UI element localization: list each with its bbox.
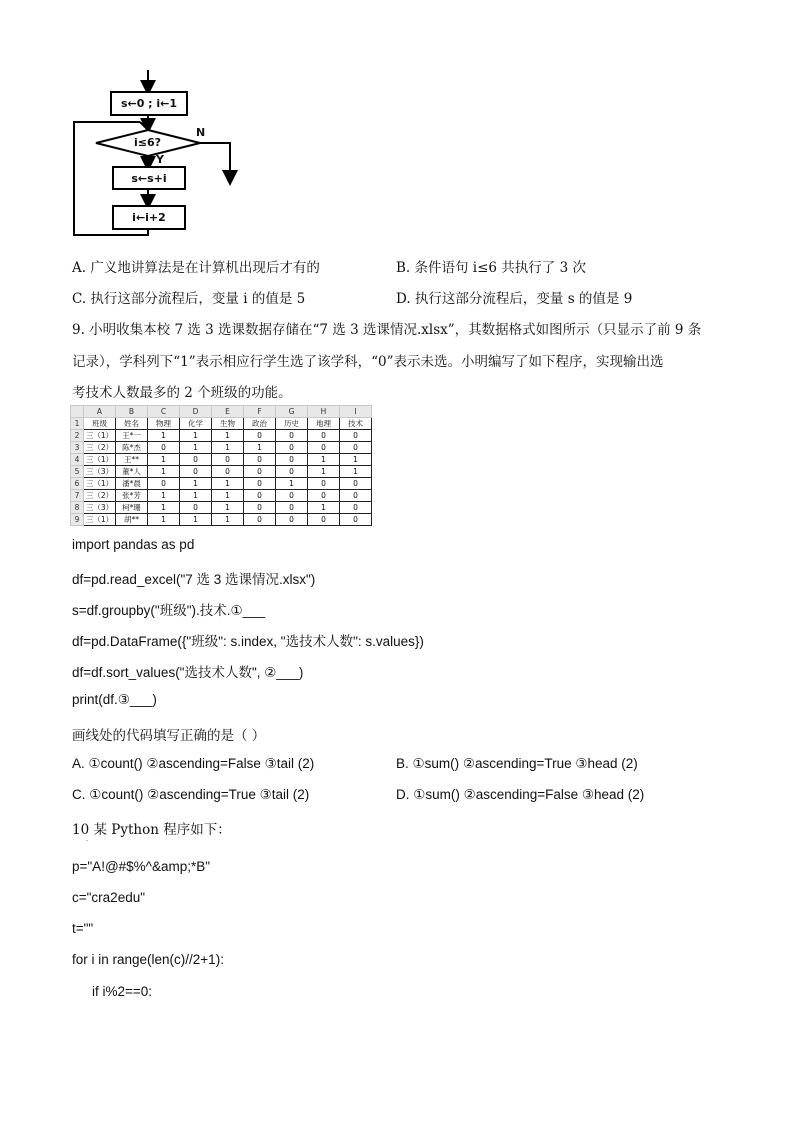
sheet-cell: 三（3） [84,466,116,478]
q9-option-d: D. ①sum() ②ascending=False ③head (2) [396,787,645,802]
sheet-cell: 三（1） [84,454,116,466]
code-line-5: df=df.sort_values("选技术人数", ②___) [72,665,304,680]
sheet-cell: 0 [244,502,276,514]
sheet-cell: 陈*杰 [116,442,148,454]
sheet-cell: 1 [212,502,244,514]
q9-text-line-1: 9. 小明收集本校 7 选 3 选课数据存储在“7 选 3 选课情况.xlsx”，其数据格式如图所示（只显示了前 9 条 [72,322,702,338]
sheet-cell: 董*人 [116,466,148,478]
spreadsheet-table [70,405,372,526]
sheet-cell: 0 [180,466,212,478]
sheet-column-header: B [116,406,148,418]
sheet-cell: 0 [180,502,212,514]
sheet-cell: 1 [340,466,372,478]
sheet-cell: 1 [276,478,308,490]
code-line-1: import pandas as pd [72,537,195,552]
sheet-cell: 0 [148,478,180,490]
sheet-cell: 生物 [212,418,244,430]
sheet-cell: 1 [244,442,276,454]
sheet-column-header: G [276,406,308,418]
sheet-cell: 0 [340,514,372,526]
sheet-cell: 地理 [308,418,340,430]
sheet-cell: 1 [180,490,212,502]
sheet-column-header: F [244,406,276,418]
sheet-cell: 1 [180,442,212,454]
sheet-cell: 1 [340,454,372,466]
code-line-2: df=pd.read_excel("7 选 3 选课情况.xlsx") [72,572,316,587]
sheet-row-number: 9 [71,514,84,526]
no-label: N [196,126,206,139]
sheet-cell: 三（3） [84,502,116,514]
sheet-cell: 1 [212,514,244,526]
q8-option-b: B. 条件语句 i≤6 共执行了 3 次 [396,260,586,276]
q9-option-a: A. ①count() ②ascending=False ③tail (2) [72,756,315,771]
sheet-row [71,478,372,490]
sheet-cell: 历史 [276,418,308,430]
q10-code-line-3: t="" [72,921,94,936]
sheet-cell: 0 [244,514,276,526]
q10-code-line-5: if i%2==0: [92,984,153,999]
sheet-cell: 物理 [148,418,180,430]
sheet-cell: 王** [116,454,148,466]
q10-code-line-2: c="cra2edu" [72,890,146,905]
sheet-cell: 0 [180,454,212,466]
sheet-cell: 1 [308,466,340,478]
q10-intro: 10 某 Python 程序如下： [72,822,231,838]
sheet-row-number: 8 [71,502,84,514]
sheet-cell: 0 [276,466,308,478]
sheet-cell: 三（2） [84,490,116,502]
sheet-cell: 0 [308,442,340,454]
sheet-cell: 0 [276,514,308,526]
sheet-column-header: H [308,406,340,418]
flowchart [0,0,260,245]
sheet-cell: 1 [148,466,180,478]
sheet-cell: 1 [148,502,180,514]
sheet-cell: 1 [148,514,180,526]
sheet-cell: 0 [308,430,340,442]
sheet-row [71,502,372,514]
sheet-cell: 1 [180,478,212,490]
sheet-row [71,466,372,478]
q8-option-a: A. 广义地讲算法是在计算机出现后才有的 [72,260,320,276]
sheet-cell: 张*芳 [116,490,148,502]
sum-text: s←s+i [131,171,167,185]
sheet-row [71,430,372,442]
sheet-cell: 0 [244,478,276,490]
sheet-cell: 0 [244,490,276,502]
sheet-cell: 技术 [340,418,372,430]
sheet-row [71,442,372,454]
sheet-cell: 1 [148,490,180,502]
sheet-cell: 0 [148,442,180,454]
sheet-row [71,418,372,430]
sheet-cell: 1 [212,490,244,502]
sheet-cell: 0 [340,502,372,514]
sheet-row [71,454,372,466]
sheet-cell: 班级 [84,418,116,430]
sheet-row-number: 7 [71,490,84,502]
sheet-row-number: 1 [71,418,84,430]
code-line-6: print(df.③___) [72,692,157,707]
q9-option-b: B. ①sum() ②ascending=True ③head (2) [396,756,638,771]
q8-option-d: D. 执行这部分流程后，变量 s 的值是 9 [396,291,633,307]
sheet-cell: 0 [276,490,308,502]
sheet-cell: 1 [308,502,340,514]
init-text: s←0 ; i←1 [120,97,178,110]
code-line-3: s=df.groupby("班级").技术.①___ [72,603,266,618]
sheet-cell: 0 [276,454,308,466]
sheet-cell: 1 [148,454,180,466]
sheet-cell: 0 [276,430,308,442]
sheet-cell: 0 [340,490,372,502]
sheet-cell: 0 [308,514,340,526]
yes-label: Y [156,153,164,166]
decision-text: i≤6? [134,136,162,149]
sheet-cell: 1 [308,454,340,466]
sheet-cell: 1 [212,430,244,442]
q9-question: 画线处的代码填写正确的是（ ） [72,728,266,744]
sheet-cell: 0 [212,466,244,478]
sheet-cell: 三（2） [84,442,116,454]
q9-text-line-3: 考技术人数最多的 2 个班级的功能。 [72,385,292,401]
sheet-row-number: 4 [71,454,84,466]
sheet-cell: 0 [276,442,308,454]
sheet-cell: 柯*珊 [116,502,148,514]
sheet-corner [71,406,84,418]
q9-text-line-2: 记录），学科列下“1”表示相应行学生选了该学科，“0”表示未选。小明编写了如下程序，实现输出选 [72,354,664,370]
sheet-row-number: 5 [71,466,84,478]
sheet-row-number: 6 [71,478,84,490]
sheet-cell: 1 [212,478,244,490]
sheet-cell: 0 [276,502,308,514]
sheet-row-number: 2 [71,430,84,442]
sheet-cell: 0 [308,490,340,502]
sheet-cell: 潘*晨 [116,478,148,490]
sheet-cell: 1 [180,514,212,526]
sheet-cell: 三（1） [84,514,116,526]
sheet-row [71,514,372,526]
sheet-cell: 三（1） [84,478,116,490]
sheet-row [71,490,372,502]
sheet-cell: 胡** [116,514,148,526]
sheet-column-header: A [84,406,116,418]
sheet-cell: 0 [244,430,276,442]
sheet-cell: 姓名 [116,418,148,430]
sheet-cell: 0 [244,454,276,466]
sheet-row-number: 3 [71,442,84,454]
sheet-cell: 0 [340,478,372,490]
stray-dot: · [86,838,88,845]
sheet-cell: 王*一 [116,430,148,442]
sheet-cell: 三（1） [84,430,116,442]
q10-code-line-4: for i in range(len(c)//2+1): [72,952,224,967]
q10-code-line-1: p="A!@#$%^&amp;*B" [72,859,211,874]
sheet-column-header: D [180,406,212,418]
sheet-column-header: I [340,406,372,418]
sheet-column-header-row [71,406,372,418]
sheet-cell: 0 [212,454,244,466]
sheet-cell: 0 [308,478,340,490]
sheet-cell: 0 [340,442,372,454]
q8-option-c: C. 执行这部分流程后，变量 i 的值是 5 [72,291,306,307]
sheet-column-header: E [212,406,244,418]
sheet-cell: 0 [244,466,276,478]
increment-box [112,205,186,230]
q9-option-c: C. ①count() ②ascending=True ③tail (2) [72,787,310,802]
sheet-cell: 1 [148,430,180,442]
sheet-cell: 化学 [180,418,212,430]
sheet-column-header: C [148,406,180,418]
code-line-4: df=pd.DataFrame({"班级": s.index, "选技术人数": s.values}) [72,634,424,649]
sheet-cell: 1 [212,442,244,454]
sum-box [112,166,186,190]
sheet-cell: 1 [180,430,212,442]
init-box [110,91,188,116]
increment-text: i←i+2 [132,211,166,224]
sheet-cell: 0 [340,430,372,442]
sheet-cell: 政治 [244,418,276,430]
